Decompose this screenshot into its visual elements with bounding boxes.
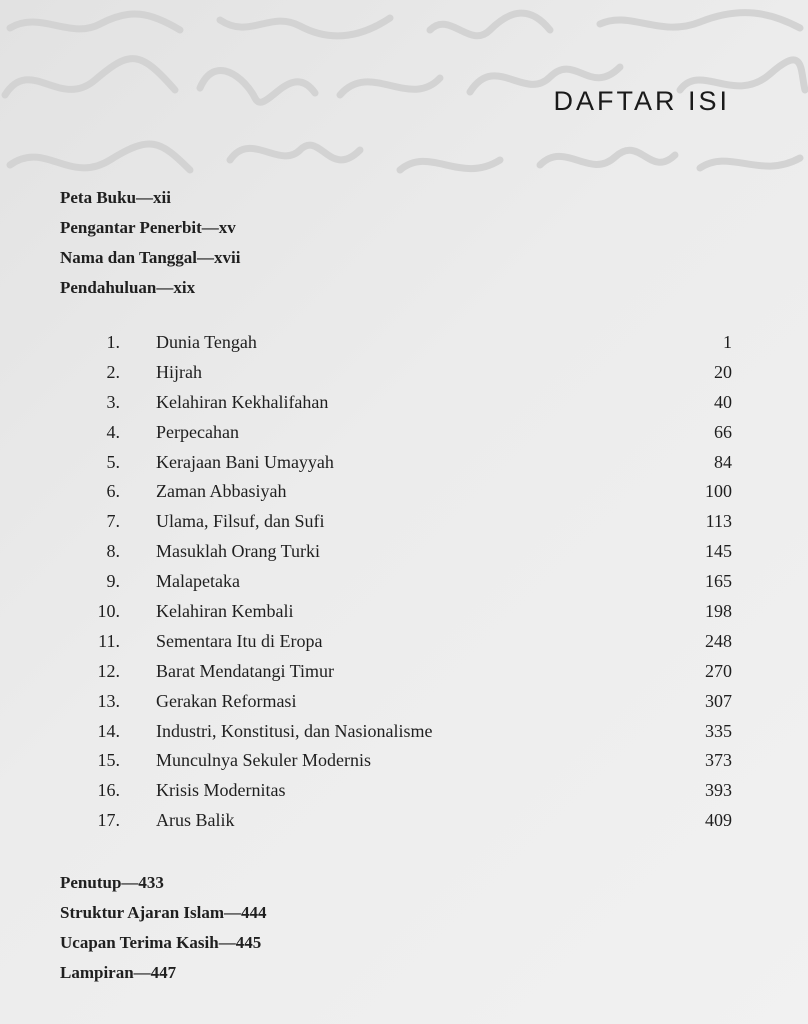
chapter-number: 2. [106, 361, 120, 382]
chapter-row [92, 686, 732, 716]
back-matter-item: Penutup—433 [60, 873, 164, 892]
chapter-title: Dunia Tengah [156, 332, 257, 352]
chapter-number: 3. [106, 391, 120, 412]
chapter-number: 16. [97, 780, 120, 801]
chapter-number: 7. [106, 511, 120, 532]
chapter-row [92, 447, 732, 477]
front-matter-item: Pendahuluan—xix [60, 278, 196, 297]
chapter-title: Industri, Konstitusi, dan Nasionalisme [156, 720, 433, 741]
chapter-page-number: 270 [705, 660, 732, 681]
chapter-page-number: 335 [705, 720, 732, 741]
chapter-page-number: 373 [705, 750, 732, 771]
front-matter-item: Peta Buku—xii [60, 188, 171, 207]
chapter-title: Sementara Itu di Eropa [156, 630, 323, 651]
back-matter-list [60, 868, 267, 988]
chapter-title: Masuklah Orang Turki [156, 541, 321, 562]
chapter-row [92, 775, 732, 805]
chapter-row [92, 327, 732, 357]
chapter-page-number: 20 [714, 361, 732, 382]
chapter-title: Ulama, Filsuf, dan Sufi [156, 511, 325, 532]
chapter-number: 5. [106, 451, 120, 472]
chapter-page-number: 393 [705, 780, 732, 801]
chapter-number: 1. [106, 332, 120, 352]
chapter-number: 11. [98, 630, 120, 651]
chapter-page-number: 307 [705, 690, 732, 711]
chapter-title: Zaman Abbasiyah [156, 481, 287, 502]
chapter-row [92, 387, 732, 417]
front-matter-item: Pengantar Penerbit—xv [60, 218, 236, 237]
back-matter-item: Ucapan Terima Kasih—445 [60, 933, 262, 952]
chapter-page-number: 84 [714, 451, 732, 472]
chapter-title: Gerakan Reformasi [156, 690, 297, 711]
front-matter-item: Nama dan Tanggal—xvii [60, 248, 241, 267]
chapter-title: Malapetaka [156, 571, 240, 592]
chapter-title: Kerajaan Bani Umayyah [156, 451, 334, 472]
chapter-number: 13. [97, 690, 120, 711]
chapter-number: 9. [106, 571, 120, 592]
chapter-page-number: 1 [723, 332, 732, 352]
chapter-number: 12. [97, 660, 120, 681]
chapter-title: Munculnya Sekuler Modernis [156, 750, 371, 771]
chapter-page-number: 66 [714, 421, 732, 442]
chapter-row [92, 566, 732, 596]
chapter-number: 10. [97, 601, 120, 622]
back-matter-item: Struktur Ajaran Islam—444 [60, 903, 267, 922]
chapter-row [92, 805, 732, 835]
chapter-title: Kelahiran Kekhalifahan [156, 391, 329, 412]
front-matter-list [60, 183, 240, 303]
chapter-row [92, 656, 732, 686]
chapter-number: 17. [97, 810, 120, 831]
chapter-title: Arus Balik [156, 810, 235, 831]
chapter-list [92, 327, 732, 835]
chapter-row [92, 357, 732, 387]
chapter-row [92, 417, 732, 447]
chapter-number: 6. [106, 481, 120, 502]
chapter-row [92, 626, 732, 656]
chapter-title: Perpecahan [156, 421, 239, 442]
chapter-page-number: 100 [705, 481, 732, 502]
chapter-title: Hijrah [156, 361, 202, 382]
chapter-page-number: 198 [705, 601, 732, 622]
page-title: DAFTAR ISI [553, 86, 730, 116]
chapter-title: Barat Mendatangi Timur [156, 660, 334, 681]
chapter-title: Krisis Modernitas [156, 780, 286, 801]
chapter-page-number: 145 [705, 541, 732, 562]
chapter-row [92, 745, 732, 775]
chapter-page-number: 165 [705, 571, 732, 592]
back-matter-item: Lampiran—447 [60, 963, 177, 982]
chapter-page-number: 113 [705, 511, 732, 532]
chapter-row [92, 596, 732, 626]
chapter-page-number: 40 [714, 391, 732, 412]
chapter-number: 15. [97, 750, 120, 771]
chapter-row [92, 506, 732, 536]
chapter-row [92, 476, 732, 506]
chapter-row [92, 716, 732, 746]
chapter-page-number: 248 [705, 630, 732, 651]
chapter-number: 14. [97, 720, 120, 741]
chapter-row [92, 536, 732, 566]
chapter-title: Kelahiran Kembali [156, 601, 294, 622]
chapter-number: 4. [106, 421, 120, 442]
chapter-page-number: 409 [705, 810, 732, 831]
chapter-number: 8. [106, 541, 120, 562]
